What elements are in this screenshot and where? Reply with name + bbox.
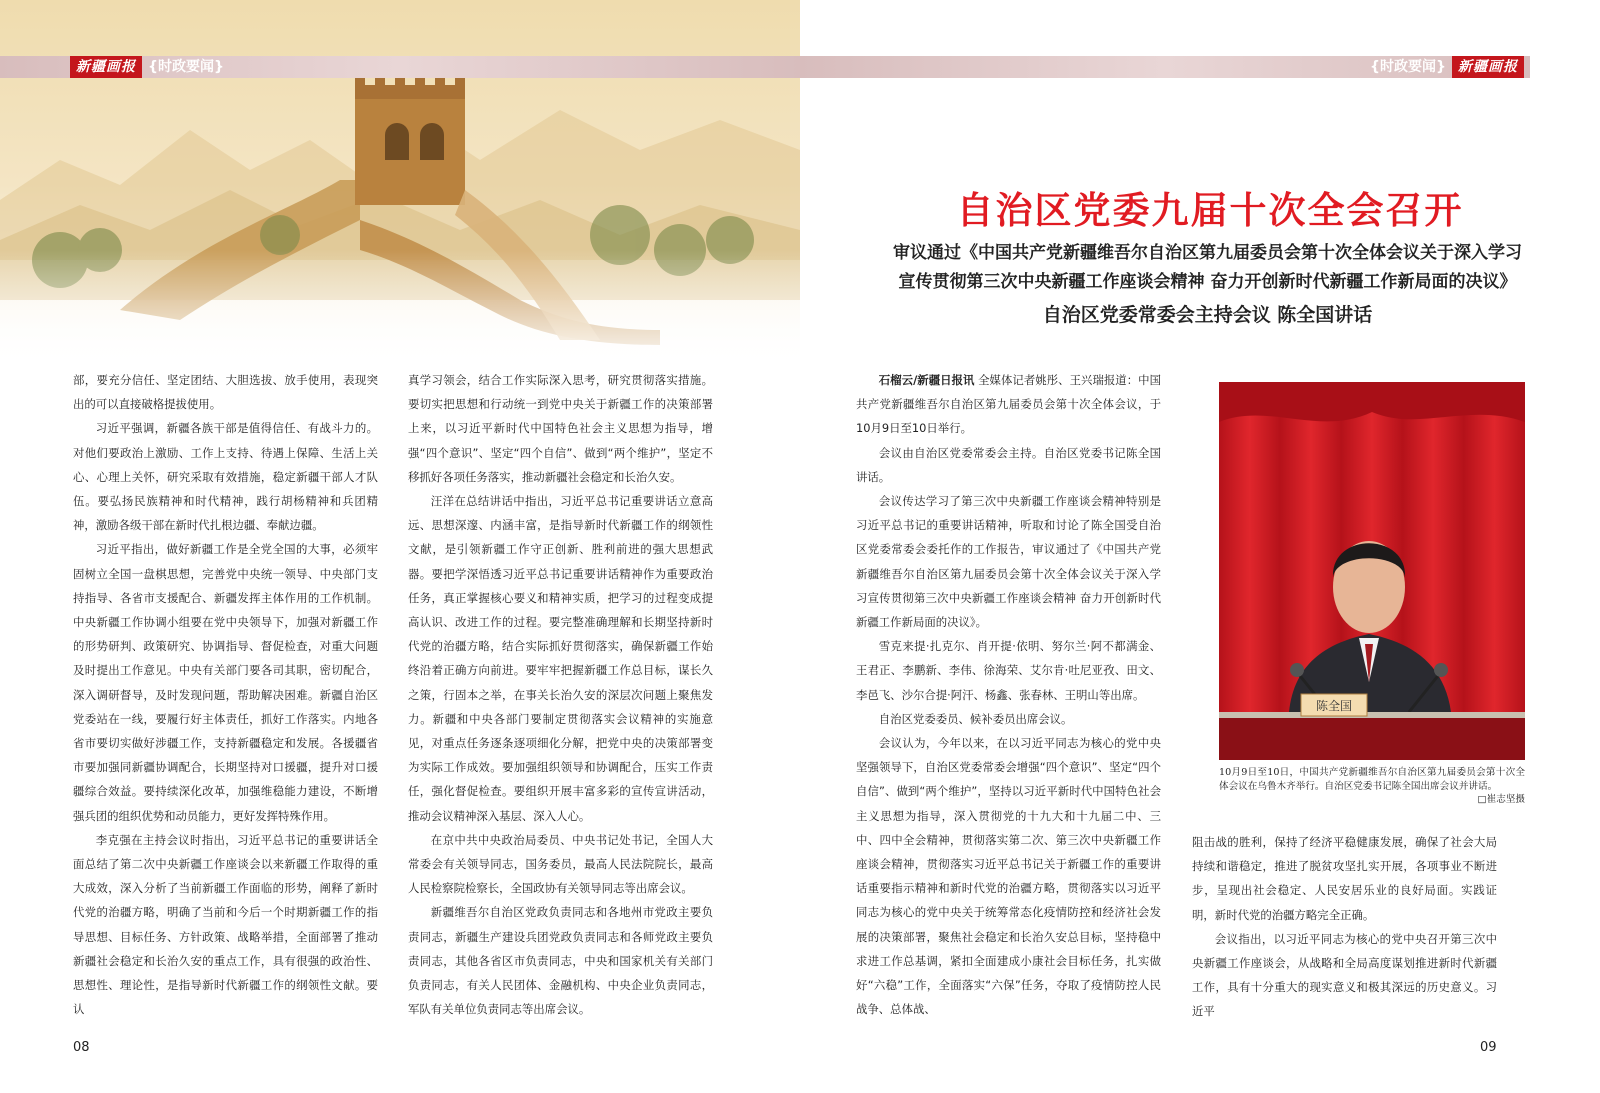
paragraph: 新疆维吾尔自治区党政负责同志和各地州市党政主要负责同志，新疆生产建设兵团党政负责同志和各师党政主要负责同志，其他各省区市负责同志，中央和国家机关有关部门负责同志，有关人民团体、金融机构、中央企业负责同志，军队有关单位负责同志等出席会议。 (408, 905, 713, 1017)
lead-text: 全媒体记者姚彤、王兴瑞报道：中国共产党新疆维吾尔自治区第九届委员会第十次全体会议，于10月9日至10日举行。 (856, 373, 1161, 436)
paragraph: 在京中共中央政治局委员、中央书记处书记，全国人大常委会有关领导同志，国务委员，最高人民法院院长，最高人民检察院检察长，全国政协有关领导同志等出席会议。 (408, 832, 713, 896)
page-number: 09 (1480, 1040, 1497, 1055)
page-right (800, 0, 1600, 1093)
photo-credit: □崔志坚摄 (1477, 794, 1525, 805)
article-subtitle-line3: 自治区党委常委会主持会议 陈全国讲话 (1042, 304, 1373, 326)
caption-text: 10月9日至10日，中国共产党新疆维吾尔自治区第九届委员会第十次全体会议在乌鲁木齐举行。自治区党委书记陈全国出席会议并讲话。 (1219, 767, 1525, 792)
paragraph: 会议指出，以习近平同志为核心的党中央召开第三次中央新疆工作座谈会，从战略和全局高度谋划推进新时代新疆工作，具有十分重大的现实意义和极其深远的历史意义。习近平 (1192, 931, 1497, 1019)
magazine-logo: 新疆画报 (1452, 56, 1524, 78)
magazine-logo: 新疆画报 (70, 56, 142, 78)
left-column-2 (408, 368, 713, 1021)
paragraph: 汪洋在总结讲话中指出，习近平总书记重要讲话立意高远、思想深邃、内涵丰富，是指导新时代新疆工作的纲领性文献，是引领新疆工作守正创新、胜利前进的强大思想武器。要把学深悟透习近平总书记重要讲话精神作为重要政治任务，真正掌握核心要义和精神实质，把学习的过程变成提高认识、改进工作的过程。要完整准确理解和长期坚持新时代党的治疆方略，结合实际抓好贯彻落实，确保新疆工作始终沿着正确方向前进。要牢牢把握新疆工作总目标，谋长久之策，行固本之举，在事关长治久安的深层次问题上聚焦发力。新疆和中央各部门要制定贯彻落实会议精神的实施意见，对重点任务逐条逐项细化分解，把党中央的决策部署变为实际工作成效。要加强组织领导和协调配合，压实工作责任，强化督促检查。要组织开展丰富多彩的宣传宣讲活动，推动会议精神深入基层、深入人心。 (408, 494, 713, 823)
paragraph: 李克强在主持会议时指出，习近平总书记的重要讲话全面总结了第二次中央新疆工作座谈会以来新疆工作取得的重大成效，深入分析了当前新疆工作面临的形势，阐释了新时代党的治疆方略，明确了当前和今后一个时期新疆工作的指导思想、目标任务、方针政策、战略举措，全面部署了推动新疆社会稳定和长治久安的重点工作，具有很强的政治性、思想性、理论性，是指导新时代新疆工作的纲领性文献。要认 (73, 832, 378, 1017)
page-number: 08 (73, 1040, 90, 1055)
header-band (0, 56, 800, 78)
header-band (800, 56, 1530, 78)
paragraph: 习近平指出，做好新疆工作是全党全国的大事，必须牢固树立全国一盘棋思想，完善党中央统一领导、中央部门支持指导、各省市支援配合、新疆发挥主体作用的工作机制。中央新疆工作协调小组要在党中央领导下，加强对新疆工作的形势研判、政策研究、协调指导、督促检查，对重大问题及时提出工作意见。中央有关部门要各司其职，密切配合，深入调研督导，及时发现问题，帮助解决困难。新疆自治区党委站在一线，要履行好主体责任，抓好工作落实。内地各省市要切实做好涉疆工作，支持新疆稳定和发展。各援疆省市要加强同新疆协调配合，长期坚持对口援疆，提升对口援疆综合效益。要持续深化改革，加强维稳能力建设，不断增强兵团的组织优势和动员能力，更好发挥特殊作用。 (73, 542, 378, 823)
meeting-photo (1219, 382, 1525, 760)
left-column-1 (73, 368, 378, 1021)
paragraph: 真学习领会，结合工作实际深入思考，研究贯彻落实措施。要切实把思想和行动统一到党中央关于新疆工作的决策部署上来，以习近平新时代中国特色社会主义思想为指导，增强“四个意识”、坚定“四个自信”、做到“两个维护”，坚定不移抓好各项任务落实，推动新疆社会稳定和长治久安。 (408, 373, 713, 484)
paragraph: 会议由自治区党委常委会主持。自治区党委书记陈全国讲话。 (856, 445, 1161, 484)
article-title: 自治区党委九届十次全会召开 (956, 189, 1464, 232)
paragraph: 雪克来提·扎克尔、肖开提·依明、努尔兰·阿不都满金、王君正、李鹏新、李伟、徐海荣、艾尔肯·吐尼亚孜、田文、李邑飞、沙尔合提·阿汗、杨鑫、张春林、王明山等出席。 (856, 639, 1161, 702)
paragraph: 习近平强调，新疆各族干部是值得信任、有战斗力的。对他们要政治上激励、工作上支持、待遇上保障、生活上关心、心理上关怀，研究采取有效措施，稳定新疆干部人才队伍。要弘扬民族精神和时代精神，践行胡杨精神和兵团精神，激励各级干部在新时代扎根边疆、奉献边疆。 (73, 421, 378, 533)
nameplate-text: 陈全国 (1315, 699, 1353, 713)
paragraph: 部，要充分信任、坚定团结、大胆选拔、放手使用，表现突出的可以直接破格提拔使用。 (73, 373, 378, 412)
article-subtitle-line2: 宣传贯彻第三次中央新疆工作座谈会精神 奋力开创新时代新疆工作新局面的决议》 (898, 272, 1517, 292)
paragraph: 阻击战的胜利，保持了经济平稳健康发展，确保了社会大局持续和谐稳定，推进了脱贫攻坚扎实开展，各项事业不断进步，呈现出社会稳定、人民安居乐业的良好局面。实践证明，新时代党的治疆方略完全正确。 (1192, 835, 1497, 922)
right-column-2 (1192, 830, 1497, 1024)
right-column-1 (856, 368, 1161, 1021)
paragraph: 自治区党委委员、候补委员出席会议。 (878, 711, 1073, 726)
section-label: {时政要闻} (148, 59, 224, 75)
paragraph: 会议传达学习了第三次中央新疆工作座谈会精神特别是习近平总书记的重要讲话精神，听取和讨论了陈全国受自治区党委常委会委托作的工作报告，审议通过了《中国共产党新疆维吾尔自治区第九届委员会第十次全体会议关于深入学习宣传贯彻第三次中央新疆工作座谈会精神 奋力开创新时代新疆工作新局面的决议》。 (856, 494, 1161, 630)
paragraph: 会议认为，今年以来，在以习近平同志为核心的党中央坚强领导下，自治区党委常委会增强“四个意识”、坚定“四个自信”、做到“两个维护”，坚持以习近平新时代中国特色社会主义思想为指导，深入贯彻党的十九大和十九届二中、三中、四中全会精神，贯彻落实第二次、第三次中央新疆工作座谈会精神，贯彻落实习近平总书记关于新疆工作的重要讲话重要指示精神和新时代党的治疆方略，贯彻落实以习近平同志为核心的党中央关于统筹常态化疫情防控和经济社会发展的决策部署，聚焦社会稳定和长治久安总目标，坚持稳中求进工作总基调，紧扣全面建成小康社会目标任务，扎实做好“六稳”工作，全面落实“六保”任务，夺取了疫情防控人民战争、总体战、 (856, 736, 1161, 1017)
lead-paragraph (856, 368, 1161, 441)
section-label: {时政要闻} (1370, 59, 1446, 75)
byline: 石榴云/新疆日报讯 (878, 373, 975, 387)
photo-caption (1219, 766, 1525, 807)
article-subtitle-line1: 审议通过《中国共产党新疆维吾尔自治区第九届委员会第十次全体会议关于深入学习 (893, 243, 1522, 263)
